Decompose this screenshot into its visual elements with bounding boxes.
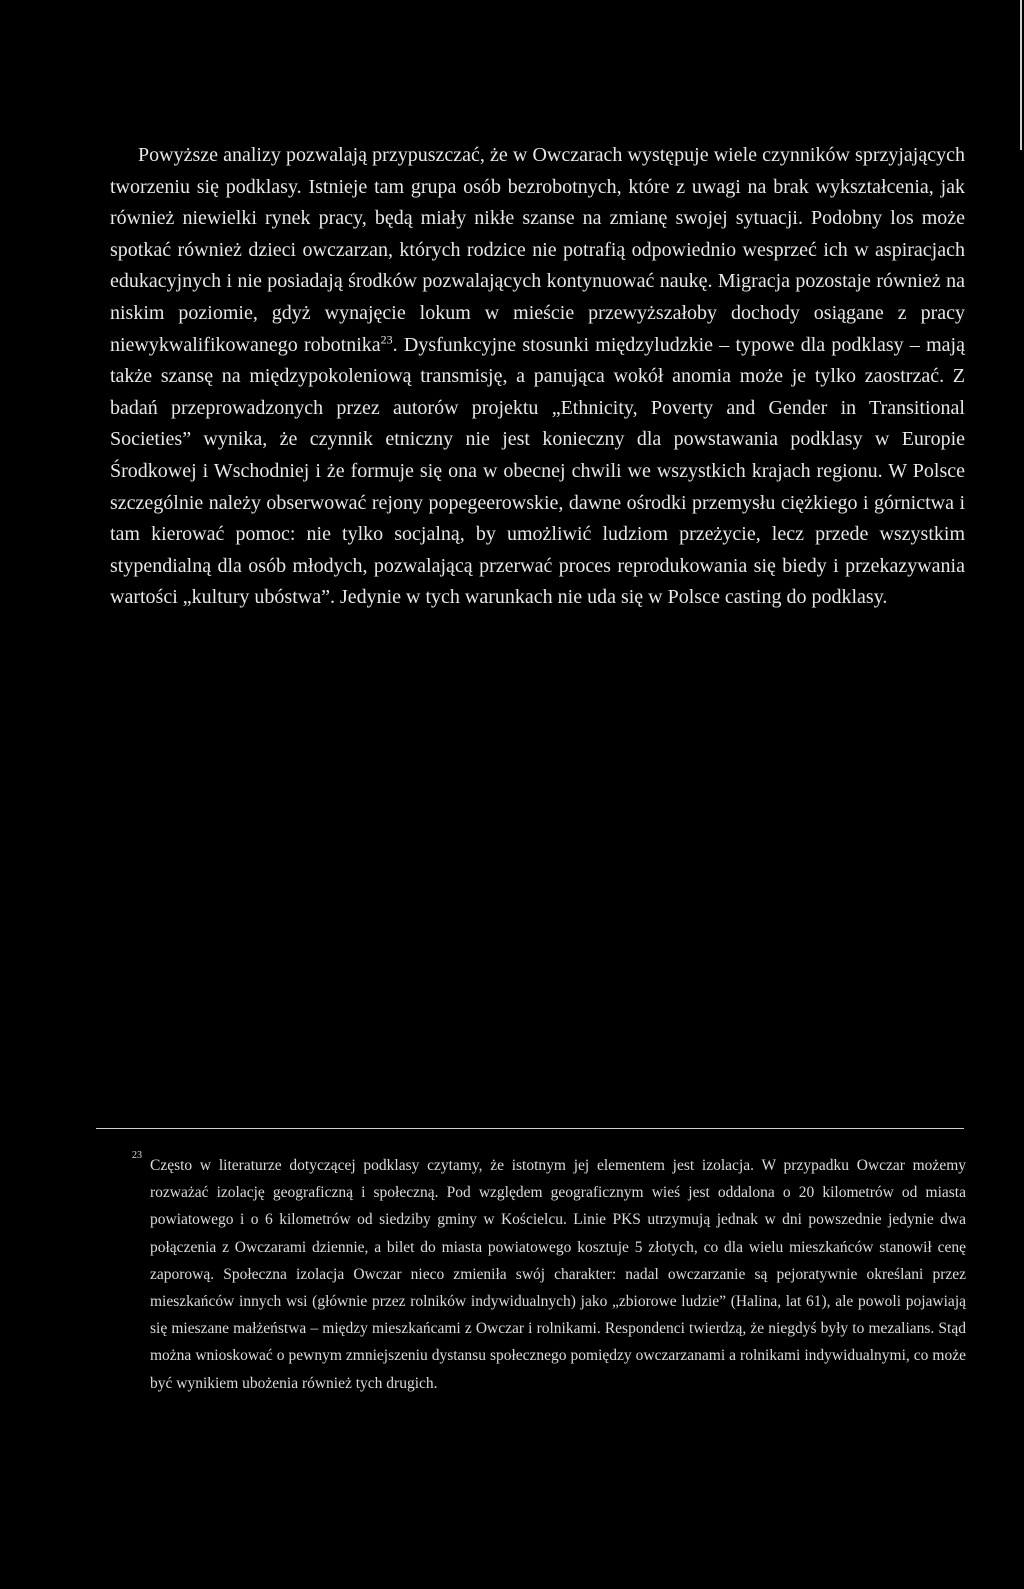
scan-edge-line — [1020, 0, 1022, 150]
footnote-text: Często w literaturze dotyczącej podklasy czytamy, że istotnym jej elementem jest izolacja. W przypadku Owczar możemy rozważać izolację geograficzną i społeczną. Pod względem geograficznym wieś jest oddalona o 20 kilometrów od miasta powiatowego i o 6 kilometrów od siedziby gminy w Kościelcu. Linie PKS utrzymują jednak w dni powszednie jedynie dwa połączenia z Owczarami dziennie, a bilet do miasta powiatowego kosztuje 5 złotych, co dla wielu mieszkańców stanowił cenę zaporową. Społeczna izolacja Owczar nieco zmieniła swój charakter: nadal owczarzanie są pejoratywnie określani przez mieszkańców innych wsi (głównie przez rolników indywidualnych) jako „zbiorowe ludzie” (Halina, lat 61), ale powoli pojawiają się mieszane małżeństwa – między mieszkańcami z Owczar i rolnikami. Respondenci twierdzą, że niegdyś były to mezalians. Stąd można wnioskować o pewnym zmniejszeniu dystansu społecznego pomiędzy owczarzanami a rolnikami indywidualnymi, co może być wynikiem ubożenia również tych drugich. — [150, 1157, 966, 1392]
paragraph-text-part2: . Dysfunkcyjne stosunki międzyludzkie – typowe dla podklasy – mają także szansę na międzypokoleniową transmisję, a panująca wokół anomia może je tylko zaostrzać. Z badań przeprowadzonych przez autorów projektu „Ethnicity, Poverty and Gender in Transitional Societies” wynika, że czynnik etniczny nie jest konieczny dla powstawania podklasy w Europie Środkowej i Wschodniej i że formuje się ona w obecnej chwili we wszystkich krajach regionu. W Polsce szczególnie należy obserwować rejony popegeerowskie, dawne ośrodki przemysłu ciężkiego i górnictwa i tam kierować pomoc: nie tylko socjalną, by umożliwić ludziom przeżycie, lecz przede wszystkim stypendialną dla osób młodych, pozwalającą przerwać proces reprodukowania się biedy i przekazywania wartości „kultury ubóstwa”. Jedynie w tych warunkach nie uda się w Polsce casting do podklasy. — [110, 333, 965, 609]
footnote-divider — [96, 1128, 964, 1129]
main-paragraph — [110, 140, 965, 614]
paragraph-text-part1: Powyższe analizy pozwalają przypuszczać, że w Owczarach występuje wiele czynników sprzyjających tworzeniu się podklasy. Istnieje tam grupa osób bezrobotnych, które z uwagi na brak wykształcenia, jak również niewielki rynek pracy, będą miały nikłe szanse na zmianę swojej sytuacji. Podobny los może spotkać również dzieci owczarzan, których rodzice nie potrafią odpowiednio wesprzeć ich w aspiracjach edukacyjnych i nie posiadają środków pozwalających kontynuować naukę. Migracja pozostaje również na niskim poziomie, gdyż wynajęcie lokum w mieście przewyższałoby dochody osiągane z pracy niewykwalifikowanego robotnika — [110, 144, 965, 356]
footnote-reference[interactable]: 23 — [380, 331, 393, 346]
footnote-marker: 23 — [132, 1150, 142, 1161]
